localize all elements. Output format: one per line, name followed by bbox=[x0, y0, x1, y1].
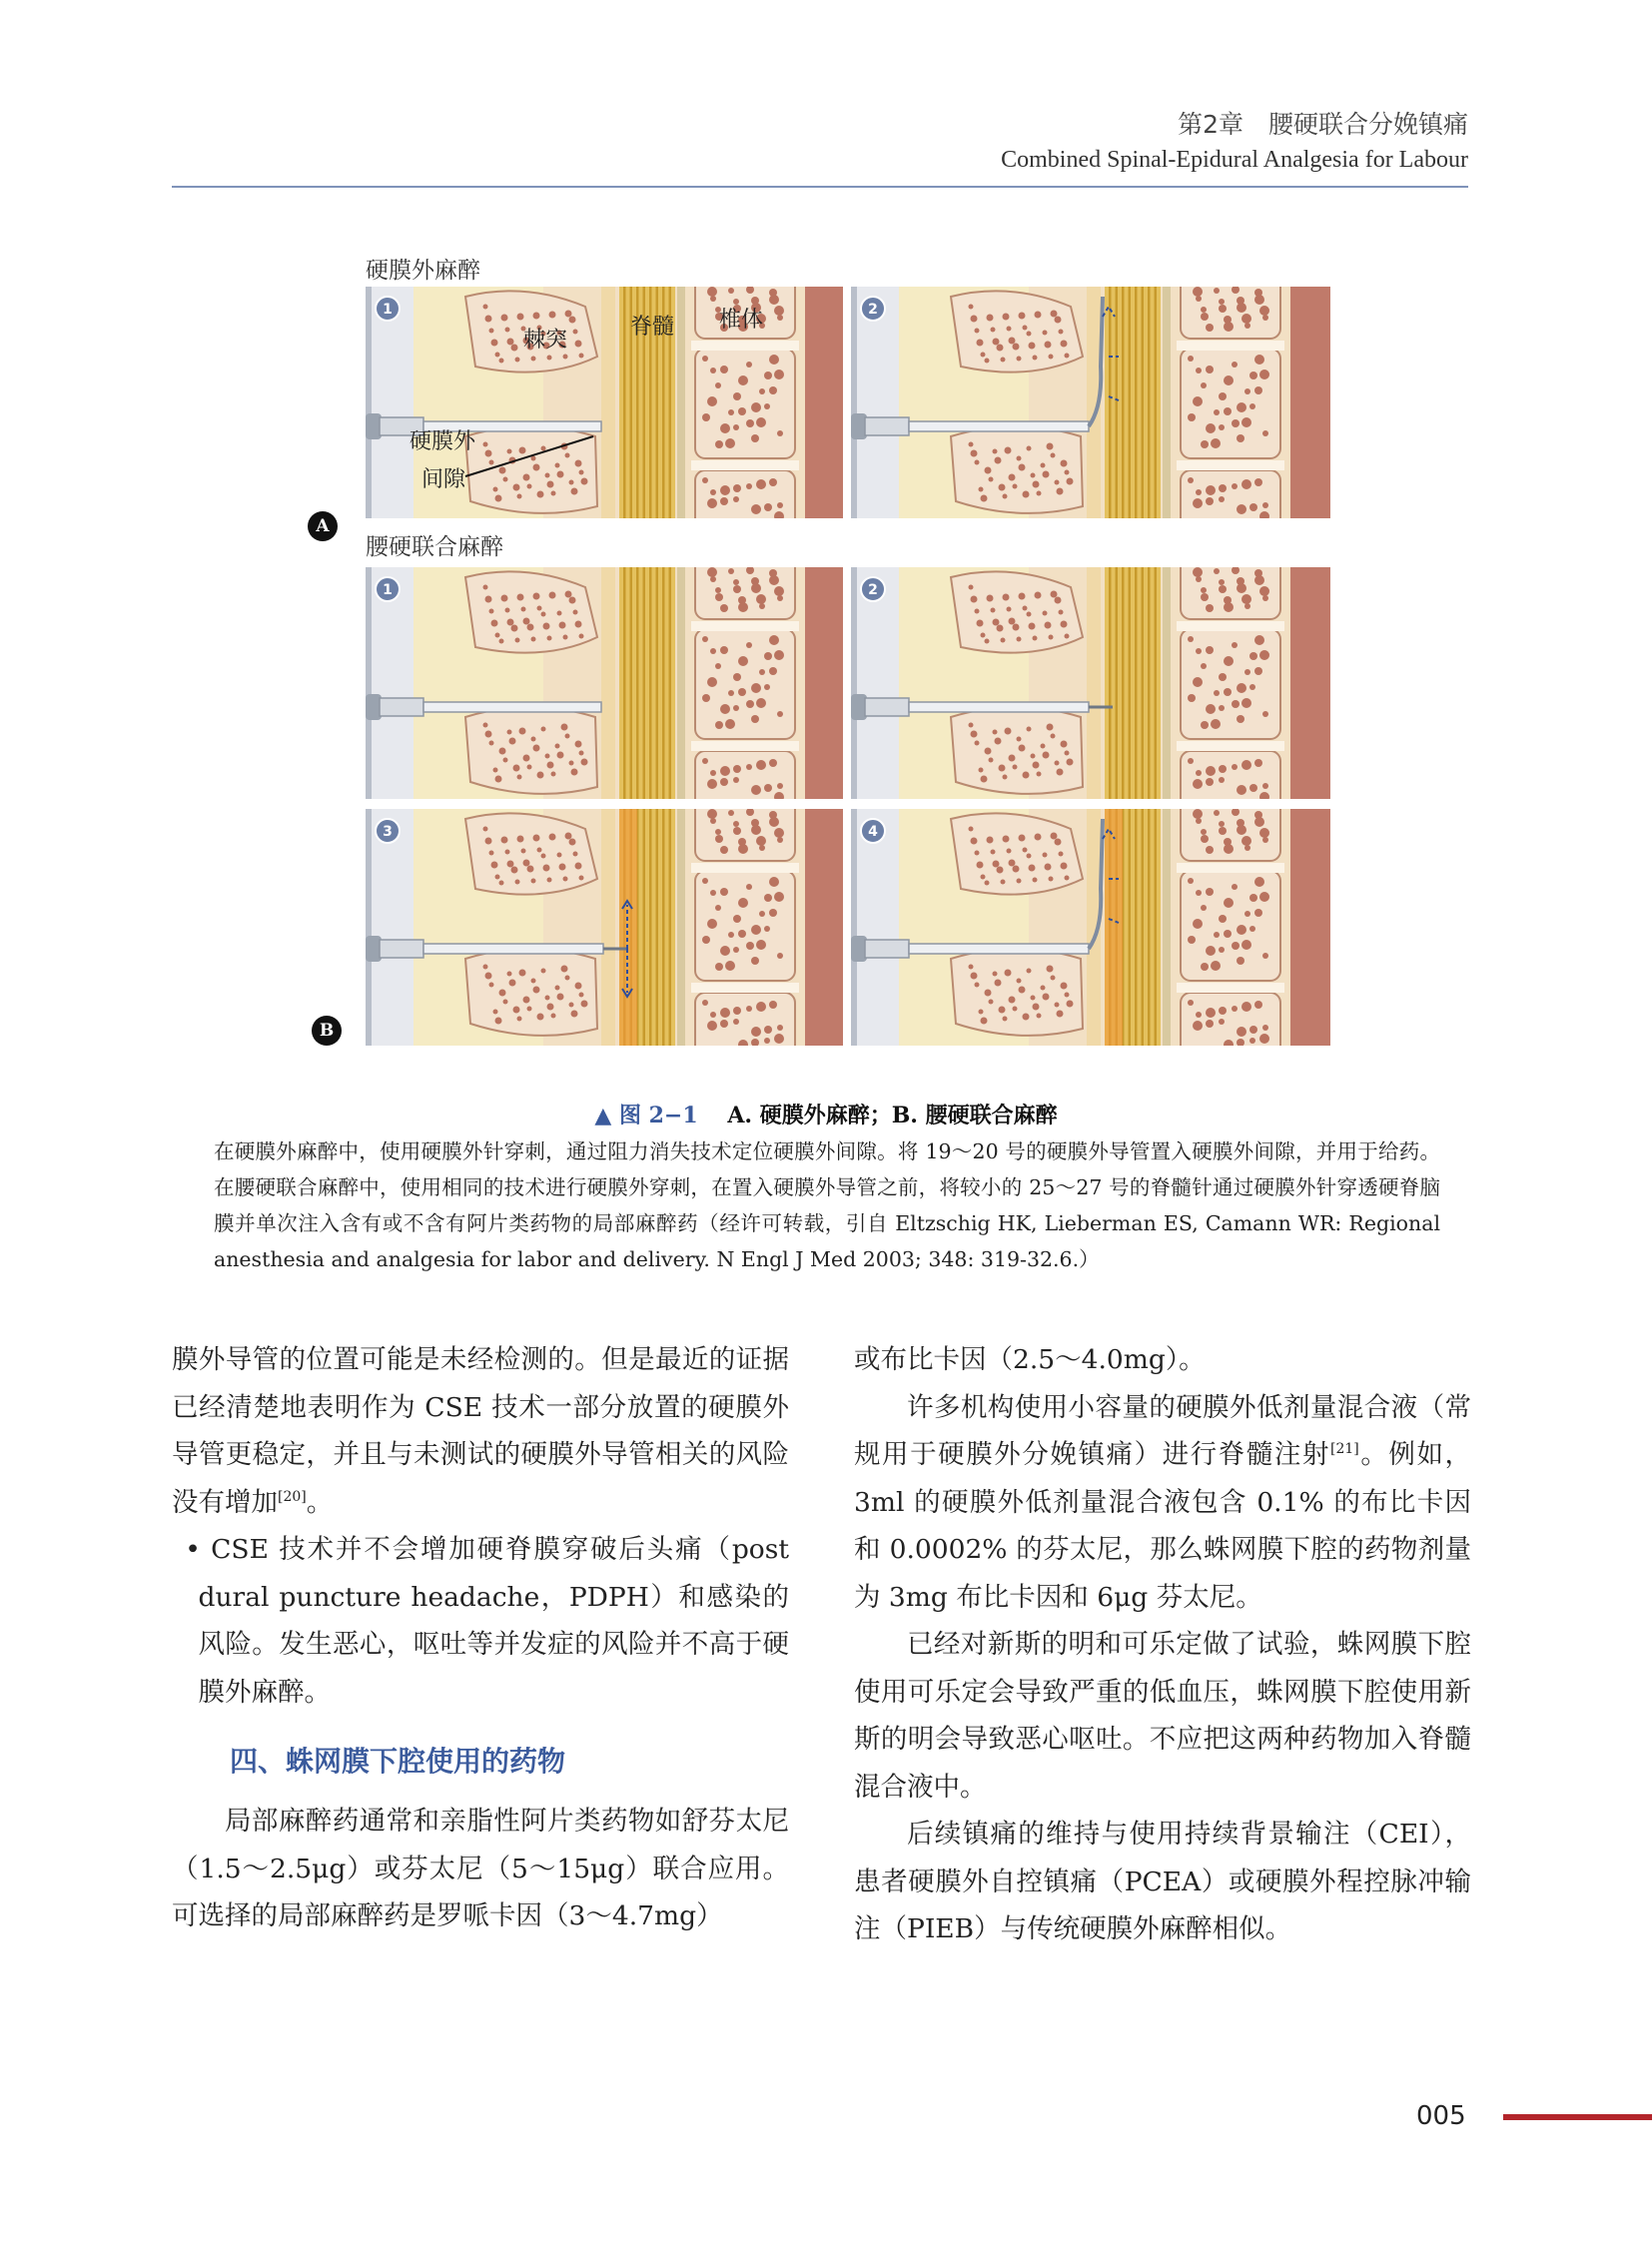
paragraph: 已经对新斯的明和可乐定做了试验，蛛网膜下腔使用可乐定会导致严重的低血压，蛛网膜下腔使用新斯的明会导致恶心呕吐。不应把这两种药物加入脊髓混合液中。 bbox=[854, 1629, 1471, 1803]
label-vertebral-body: 椎体 bbox=[719, 308, 764, 333]
spine-illustration bbox=[366, 809, 843, 1046]
chapter-title-zh: 第2章 腰硬联合分娩镇痛 bbox=[1178, 110, 1468, 139]
figure-caption-title bbox=[0, 1099, 1652, 1129]
panel-b3 bbox=[366, 809, 843, 1046]
figure-caption-heading: A. 硬膜外麻醉；B. 腰硬联合麻醉 bbox=[727, 1103, 1058, 1128]
bullet-item: • CSE 技术并不会增加硬脊膜穿破后头痛（post dural puncture headache，PDPH）和感染的风险。发生恶心，呕吐等并发症的风险并不高于硬膜外麻醉。 bbox=[185, 1534, 789, 1708]
badge-b: B bbox=[312, 1016, 342, 1046]
paragraph-text: 膜外导管的位置可能是未经检测的。但是最近的证据已经清楚地表明作为 CSE 技术一部分放置的硬膜外导管更稳定，并且与未测试的硬膜外导管相关的风险没有增加 bbox=[172, 1344, 789, 1518]
step-number: 1 bbox=[383, 582, 393, 598]
label-epidural-space-2: 间隙 bbox=[421, 467, 466, 492]
paragraph: 局部麻醉药通常和亲脂性阿片类药物如舒芬太尼（1.5～2.5μg）或芬太尼（5～15μg）联合应用。可选择的局部麻醉药是罗哌卡因（3～4.7mg） bbox=[172, 1806, 789, 1931]
paragraph: 后续镇痛的维持与使用持续背景输注（CEI），患者硬膜外自控镇痛（PCEA）或硬膜外程控脉冲输注（PIEB）与传统硬膜外麻醉相似。 bbox=[854, 1819, 1471, 1944]
step-number: 2 bbox=[868, 582, 878, 598]
step-number: 4 bbox=[868, 824, 878, 840]
spine-illustration bbox=[851, 287, 1330, 518]
badge-a: A bbox=[308, 511, 338, 541]
step-number: 1 bbox=[383, 302, 393, 318]
panel-a2 bbox=[851, 287, 1330, 518]
paragraph-text: 。例如，3ml 的硬膜外低剂量混合液包含 0.1% 的布比卡因和 0.0002% 的芬太尼，那么蛛网膜下腔的药物剂量为 3mg 布比卡因和 6μg 芬太尼。 bbox=[854, 1439, 1472, 1613]
figure-number: ▲ 图 2−1 bbox=[594, 1103, 698, 1128]
label-spinous-process: 棘突 bbox=[523, 328, 568, 353]
step-number: 2 bbox=[868, 302, 878, 318]
spine-illustration bbox=[851, 809, 1330, 1046]
page-number: 005 bbox=[1416, 2101, 1466, 2131]
label-epidural-space-1: 硬膜外 bbox=[410, 429, 476, 454]
citation: [21] bbox=[1330, 1441, 1359, 1457]
header-rule bbox=[172, 186, 1468, 188]
paragraph: 或布比卡因（2.5～4.0mg）。 bbox=[854, 1344, 1206, 1375]
spine-illustration bbox=[851, 567, 1330, 799]
figure-2-1 bbox=[300, 245, 1348, 1064]
left-column bbox=[172, 1336, 789, 1940]
paragraph bbox=[854, 1384, 1471, 1622]
panel-b2 bbox=[851, 567, 1330, 799]
citation: [20] bbox=[278, 1488, 307, 1505]
section-a-title: 硬膜外麻醉 bbox=[366, 258, 480, 284]
right-column bbox=[854, 1336, 1471, 1953]
paragraph-text: 。 bbox=[306, 1486, 334, 1518]
panel-b4 bbox=[851, 809, 1330, 1046]
step-number: 3 bbox=[383, 824, 393, 840]
paragraph bbox=[172, 1336, 789, 1526]
paragraph-text: 许多机构使用小容量的硬膜外低剂量混合液（常规用于硬膜外分娩镇痛）进行脊髓注射 bbox=[854, 1391, 1471, 1470]
panel-b1 bbox=[366, 567, 843, 799]
chapter-title-en: Combined Spinal-Epidural Analgesia for Labour bbox=[1001, 147, 1468, 173]
spine-illustration bbox=[366, 567, 843, 799]
figure-caption-body: 在硬膜外麻醉中，使用硬膜外针穿刺，通过阻力消失技术定位硬膜外间隙。将 19～20 号的硬膜外导管置入硬膜外间隙，并用于给药。在腰硬联合麻醉中，使用相同的技术进行硬膜外穿刺，在置入硬膜外导管之前，将较小的 25～27 号的脊髓针通过硬膜外针穿透硬脊脑膜并单次注入含有或不含有阿片类药物的局部麻醉药（经许可转载，引自 Eltzschig HK, Lieberman ES, Camann WR: Regional anesthesia and analgesia for labor and delivery. N Engl J Med 2003; 348: 319-32.6.） bbox=[214, 1139, 1440, 1271]
section-b-title: 腰硬联合麻醉 bbox=[366, 534, 503, 560]
section-heading: 四、蛛网膜下腔使用的药物 bbox=[230, 1745, 566, 1778]
page-number-bar bbox=[1503, 2114, 1652, 2120]
label-spinal-cord: 脊髓 bbox=[630, 315, 675, 340]
